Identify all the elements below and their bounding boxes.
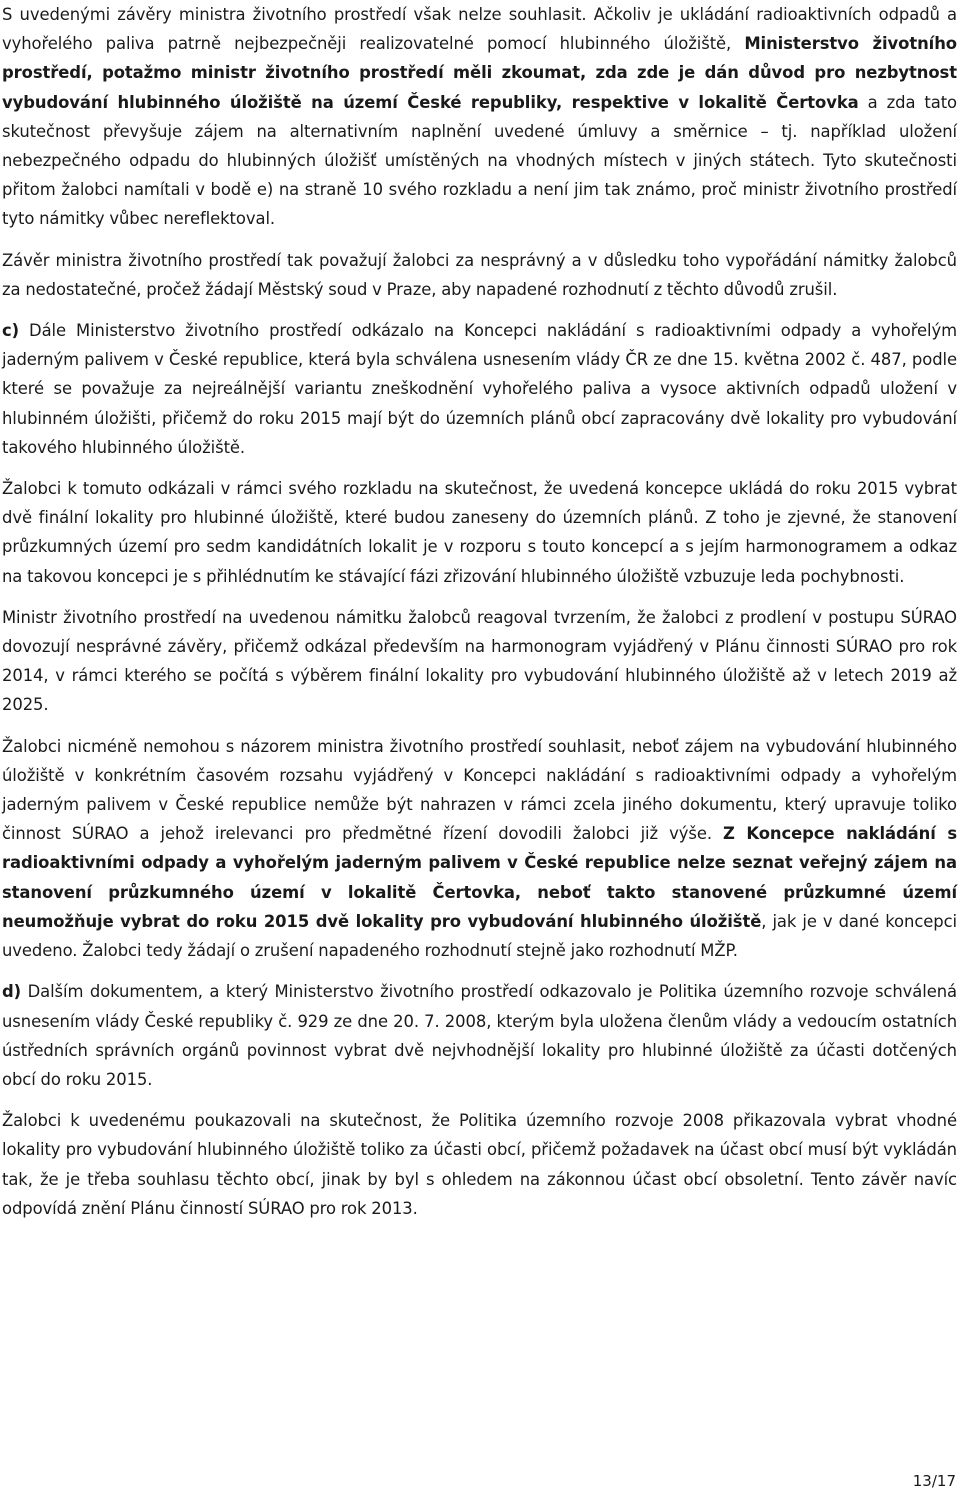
document-page <box>2 0 957 1235</box>
text-segment: Žalobci k tomuto odkázali v rámci svého rozkladu na skutečnost, že uvedená koncepce ukládá do roku 2015 vybrat dvě finální lokality pro hlubinné úložiště, které budou zaneseny do územních plánů. Z toho je zjevné, že stanovení průzkumných území pro sedm kandidátních lokalit je v rozporu s touto koncepcí a s jejím harmonogramem a odkaz na takovou koncepci je s přihlédnutím ke stávající fázi zřizování hlubinného úložiště vzbuzuje leda pochybnosti. <box>2 479 957 586</box>
text-segment: Závěr ministra životního prostředí tak považují žalobci za nesprávný a v důsledku toho vypořádání námitky žalobců za nedostatečné, pročež žádají Městský soud v Praze, aby napadené rozhodnutí z těchto důvodů zrušil. <box>2 250 957 299</box>
paragraph <box>2 474 957 591</box>
text-segment: S uvedenými závěry ministra životního prostředí však nelze souhlasit. Ačkoliv je ukládání radioaktivních odpadů a vyhořelého paliva patrně nejbezpečněji realizovatelné pomocí hlubinného úložiště, <box>2 5 957 54</box>
paragraph <box>2 1106 957 1223</box>
bold-text: Z Koncepce nakládání s radioaktivními odpady a vyhořelým jaderným palivem v České republice nelze seznat veřejný zájem na stanovení průzkumného území v lokalitě Čertovka, neboť takto stanovené průzkumné území neumožňuje vybrat do roku 2015 dvě lokality pro vybudování hlubinného úložiště <box>2 824 957 931</box>
text-segment: , jak je v dané koncepci uvedeno. Žalobci tedy žádají o zrušení napadeného rozhodnutí stejně jako rozhodnutí MŽP. <box>2 911 957 961</box>
paragraph <box>2 0 957 234</box>
document-body <box>2 0 957 1223</box>
text-segment: Žalobci k uvedenému poukazovali na skutečnost, že Politika územního rozvoje 2008 přikazovala vybrat vhodné lokality pro vybudování hlubinného úložiště toliko za účasti obcí, přičemž požadavek na účast obcí musí být vykládán tak, že je třeba souhlasu těchto obcí, jinak by byl s ohledem na zákonnou účast obcí obsoletní. Tento závěr navíc odpovídá znění Plánu činností SÚRAO pro rok 2013. <box>2 1111 957 1218</box>
paragraph <box>2 732 957 966</box>
bold-text: d) <box>2 982 22 1002</box>
paragraph <box>2 603 957 720</box>
text-segment: a zda tato skutečnost převyšuje zájem na alternativním naplnění uvedené úmluvy a směrnice – tj. například uložení nebezpečného odpadu do hlubinných úložišť umístěných na vhodných místech v jiných státech. Tyto skutečnosti přitom žalobci namítali v bodě e) na straně 10 svého rozkladu a není jim tak známo, proč ministr životního prostředí tyto námitky vůbec nereflektoval. <box>2 92 958 229</box>
paragraph <box>2 316 957 462</box>
paragraph <box>2 977 957 1094</box>
text-segment: Žalobci nicméně nemohou s názorem ministra životního prostředí souhlasit, neboť zájem na vybudování hlubinného úložiště v konkrétním časovém rozsahu vyjádřený v Koncepci nakládání s radioaktivními odpady a vyhořelým jaderným palivem v České republice nemůže být nahrazen v rámci zcela jiného dokumentu, který upravuje toliko činnost SÚRAO a jehož irelevanci pro předmětné řízení dovodili žalobci již výše. <box>2 736 957 844</box>
text-segment: Dalším dokumentem, a který Ministerstvo životního prostředí odkazovalo je Politika územního rozvoje schválená usnesením vlády České republiky č. 929 ze dne 20. 7. 2008, kterým byla uložena členům vlády a vedoucím ostatních ústředních správních orgánů povinnost vybrat dvě nejvhodnější lokality pro hlubinné úložiště za účasti dotčených obcí do roku 2015. <box>2 982 957 1089</box>
paragraph <box>2 246 957 304</box>
text-segment: Dále Ministerstvo životního prostředí odkázalo na Koncepci nakládání s radioaktivními odpady a vyhořelým jaderným palivem v České republice, která byla schválena usnesením vlády ČR ze dne 15. května 2002 č. 487, podle které se považuje za nejreálnější variantu zneškodnění vyhořelého paliva a vysoce aktivních odpadů uložení v hlubinném úložišti, přičemž do roku 2015 mají být do územních plánů obcí zapracovány dvě lokality pro vybudování takového hlubinného úložiště. <box>2 321 957 457</box>
text-segment: Ministr životního prostředí na uvedenou námitku žalobců reagoval tvrzením, že žalobci z prodlení v postupu SÚRAO dovozují nesprávné závěry, přičemž odkázal především na harmonogram vyjádřený v Plánu činnosti SÚRAO pro rok 2014, v rámci kterého se počítá s výběrem finální lokality pro vybudování hlubinného úložiště až v letech 2019 až 2025. <box>2 607 957 715</box>
bold-text: Ministerstvo životního prostředí, potažmo ministr životního prostředí měli zkoumat, zda zde je dán důvod pro nezbytnost vybudování hlubinného úložiště na území České republiky, respektive v lokalitě Čertovka <box>2 34 957 112</box>
bold-text: c) <box>2 321 20 341</box>
page-number: 13/17 <box>912 1472 956 1490</box>
